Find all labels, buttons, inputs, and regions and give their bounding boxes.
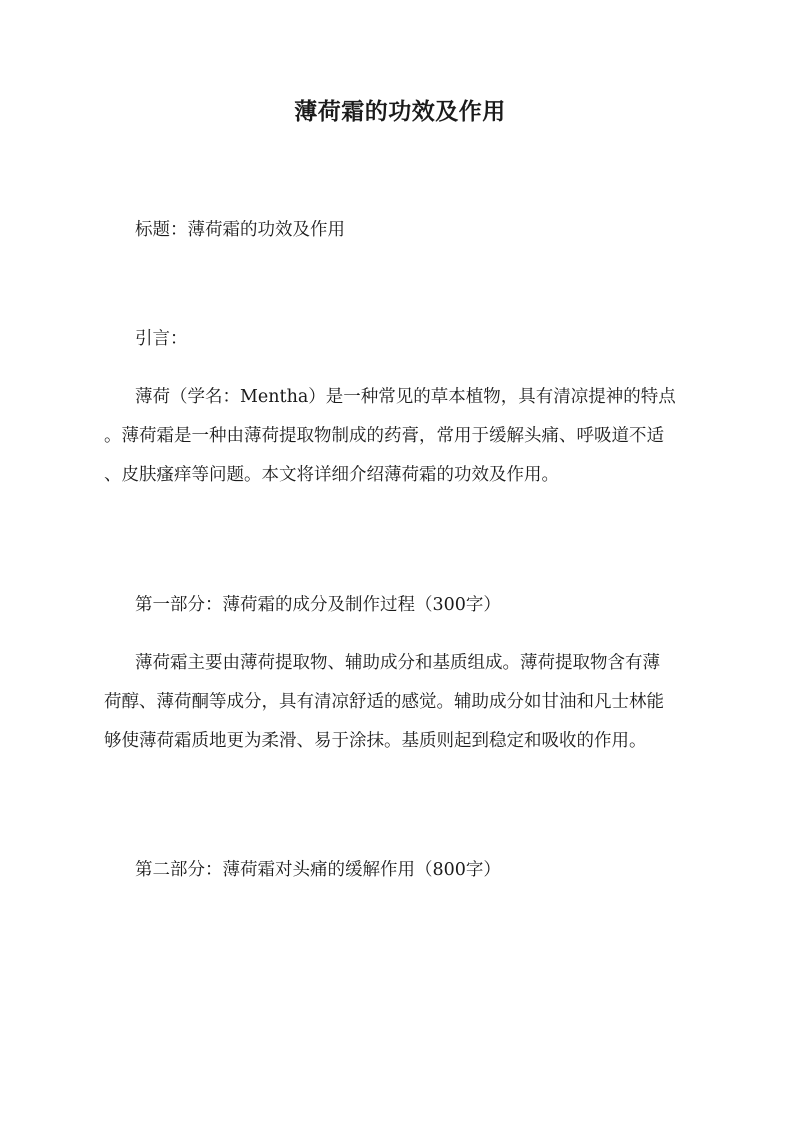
part1-heading: 第一部分：薄荷霜的成分及制作过程（300字） [135, 595, 501, 615]
part1-line-1: 薄荷霜主要由薄荷提取物、辅助成分和基质组成。薄荷提取物含有薄 [135, 653, 660, 673]
part1-line-3: 够使薄荷霜质地更为柔滑、易于涂抹。基质则起到稳定和吸收的作用。 [104, 731, 647, 751]
document-title: 薄荷霜的功效及作用 [294, 98, 506, 125]
part2-heading: 第二部分：薄荷霜对头痛的缓解作用（800字） [135, 860, 501, 880]
intro-paragraph [104, 378, 700, 495]
part1-line-2: 荷醇、薄荷酮等成分，具有清凉舒适的感觉。辅助成分如甘油和凡士林能 [104, 692, 664, 712]
heading-line: 标题：薄荷霜的功效及作用 [135, 220, 345, 240]
intro-line-2: 。薄荷霜是一种由薄荷提取物制成的药膏，常用于缓解头痛、呼吸道不适 [104, 426, 664, 446]
part1-paragraph [104, 644, 700, 761]
intro-line-1: 薄荷（学名：Mentha）是一种常见的草本植物，具有清凉提神的特点 [135, 387, 676, 407]
intro-label: 引言： [135, 329, 188, 349]
intro-line-3: 、皮肤瘙痒等问题。本文将详细介绍薄荷霜的功效及作用。 [104, 465, 559, 485]
